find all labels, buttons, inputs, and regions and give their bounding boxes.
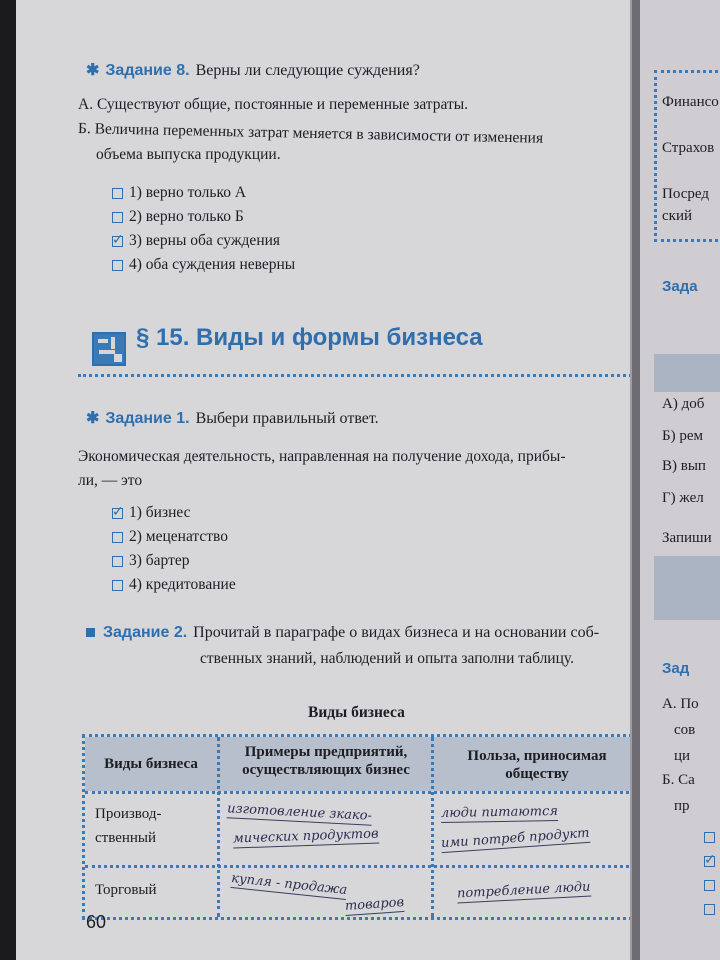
right-task-label: Зада — [662, 278, 698, 295]
right-cell-1: Финансо — [662, 94, 719, 110]
task-1-header — [86, 408, 379, 428]
row1-type-line2: ственный — [95, 830, 157, 846]
checked-checkbox-icon[interactable] — [112, 236, 123, 247]
right-line-1: А. По — [662, 696, 699, 712]
header-type: Виды бизнеса — [104, 756, 198, 772]
row1-type-line1: Производ- — [95, 806, 162, 822]
task1-option-4[interactable]: 4) кредитование — [112, 576, 236, 594]
task2-instruction-line2: ственных знаний, наблюдений и опыта заполни таблицу. — [200, 650, 574, 667]
checkbox-icon[interactable] — [112, 580, 123, 591]
task2-instruction-line1: Прочитай в параграфе о видах бизнеса и на основании соб- — [193, 624, 600, 641]
right-note: Запиши — [662, 530, 712, 546]
column-divider — [217, 737, 220, 917]
task-label: Задание 8. — [105, 62, 190, 79]
checked-checkbox-icon[interactable] — [704, 856, 715, 867]
checkbox-icon[interactable] — [704, 832, 715, 843]
task1-option-1[interactable]: ✓ 1) бизнес — [112, 504, 191, 522]
row1-benefit-line1[interactable]: люди питаются — [440, 803, 559, 822]
statement-a: А. Существуют общие, постоянные и переменные затраты. — [78, 96, 469, 113]
square-bullet-icon — [86, 628, 95, 637]
row2-type-line1: Торговый — [95, 882, 157, 898]
right-cell-3: Посред — [662, 186, 709, 202]
business-types-table — [82, 734, 632, 920]
book-gutter — [632, 0, 640, 960]
task8-option-1[interactable]: 1) верно только А — [112, 184, 246, 202]
right-option-d: Г) жел — [662, 490, 704, 506]
checkbox-icon[interactable] — [112, 556, 123, 567]
row1-benefit-line2[interactable]: ими потреб продукт — [440, 825, 590, 852]
task1-question-line2: ли, — это — [78, 472, 143, 489]
checkbox-icon[interactable] — [704, 880, 715, 891]
table-title: Виды бизнеса — [308, 704, 405, 721]
row-divider — [85, 791, 632, 794]
task1-option-3[interactable]: 3) бартер — [112, 552, 190, 570]
task-label: Задание 2. — [103, 624, 188, 641]
section-divider — [78, 374, 632, 377]
statement-b-line2: объема выпуска продукции. — [96, 146, 281, 163]
right-line-5: пр — [674, 798, 690, 814]
section-title: § 15. Виды и формы бизнеса — [136, 324, 483, 351]
statement-b-line1: Б. Величина переменных затрат меняется в зависимости от изменения — [77, 120, 544, 147]
task8-option-2[interactable]: 2) верно только Б — [112, 208, 244, 226]
row2-example-line1[interactable]: купля - продажа — [230, 870, 348, 899]
textbook-page — [16, 0, 632, 960]
right-line-2: сов — [674, 722, 696, 738]
right-task-label-2: Зад — [662, 660, 690, 677]
task8-option-4[interactable]: 4) оба суждения неверны — [112, 256, 295, 274]
header-benefit: Польза, приносимая обществу — [467, 748, 607, 782]
task-label: Задание 1. — [105, 410, 190, 427]
right-option-b: Б) рем — [662, 428, 704, 444]
task-2-header — [86, 624, 599, 642]
star-icon: ✱ — [86, 62, 100, 79]
row1-example-line2[interactable]: мических продуктов — [232, 826, 379, 847]
right-option-a: А) доб — [662, 396, 705, 412]
task1-question-line1: Экономическая деятельность, направленная на получение дохода, прибы- — [78, 448, 566, 465]
row1-example-line1[interactable]: изготовление зкако- — [226, 801, 373, 824]
checkbox-icon[interactable] — [112, 532, 123, 543]
right-header-band — [654, 354, 720, 392]
row2-example-line2[interactable]: товаров — [344, 894, 405, 915]
right-line-4: Б. Са — [662, 772, 695, 788]
checkbox-icon[interactable] — [704, 904, 715, 915]
checkbox-icon[interactable] — [112, 212, 123, 223]
checkbox-icon[interactable] — [112, 188, 123, 199]
right-answer-band — [654, 556, 720, 620]
section-icon — [92, 332, 126, 366]
checkbox-icon[interactable] — [112, 260, 123, 271]
right-cell-2: Страхов — [662, 140, 715, 156]
task1-option-2[interactable]: 2) меценатство — [112, 528, 228, 546]
task-instruction: Выбери правильный ответ. — [195, 410, 379, 427]
row-divider — [85, 865, 632, 868]
task8-option-3[interactable]: ✓ 3) верны оба суждения — [112, 232, 280, 250]
right-option-c: В) вып — [662, 458, 706, 474]
row2-benefit-line1[interactable]: потребление люди — [456, 879, 591, 902]
star-icon: ✱ — [86, 410, 100, 427]
column-divider — [431, 737, 434, 917]
right-cell-4: ский — [662, 208, 692, 224]
checked-checkbox-icon[interactable] — [112, 508, 123, 519]
page-number: 60 — [86, 912, 107, 932]
task-8-header — [86, 60, 420, 80]
right-page — [640, 0, 720, 960]
right-line-3: ци — [674, 748, 691, 764]
header-examples: Примеры предприятий, осуществляющих бизнес — [242, 744, 410, 778]
task-question: Верны ли следующие суждения? — [195, 62, 420, 79]
